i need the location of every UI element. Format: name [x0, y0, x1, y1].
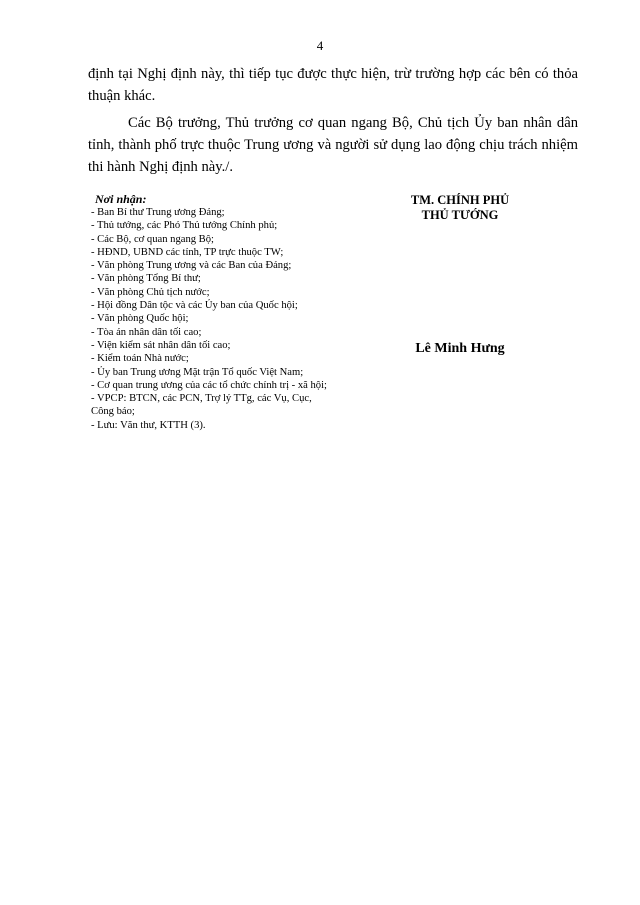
- recipient-item: - Văn phòng Chủ tịch nước;: [91, 286, 210, 298]
- recipient-item: - Cơ quan trung ương của các tổ chức chính trị - xã hội;: [91, 379, 327, 391]
- recipient-item: - Văn phòng Tổng Bí thư;: [91, 273, 201, 285]
- recipient-item: - Thủ tướng, các Phó Thủ tướng Chính phủ;: [91, 220, 278, 232]
- recipient-item: - VPCP: BTCN, các PCN, Trợ lý TTg, các Vụ, Cục,: [91, 393, 312, 405]
- page-number: 4: [316, 38, 324, 53]
- paragraph-line: Các Bộ trưởng, Thủ trưởng cơ quan ngang Bộ, Chủ tịch Ủy ban nhân dân: [128, 115, 578, 131]
- recipient-item: - Hội đồng Dân tộc và các Ủy ban của Quốc hội;: [91, 300, 298, 312]
- recipient-item: - Kiểm toán Nhà nước;: [91, 353, 189, 365]
- recipient-item: - Lưu: Văn thư, KTTH (3).: [91, 419, 206, 431]
- signatory-name: Lê Minh Hưng: [415, 341, 505, 356]
- paragraph-line: tỉnh, thành phố trực thuộc Trung ương và người sử dụng lao động chịu trách nhiệm: [88, 137, 578, 153]
- recipient-item: - Văn phòng Trung ương và các Ban của Đảng;: [91, 260, 292, 272]
- recipient-item: - Văn phòng Quốc hội;: [91, 313, 189, 325]
- recipients-block: [91, 192, 351, 432]
- recipients-heading: Nơi nhận:: [95, 192, 147, 206]
- recipient-item: - Các Bộ, cơ quan ngang Bộ;: [91, 233, 214, 245]
- paragraph-implementation: [88, 112, 578, 178]
- recipient-item: - Viện kiểm sát nhân dân tối cao;: [91, 339, 231, 351]
- signature-position: THỦ TƯỚNG: [421, 208, 499, 222]
- paragraph-continuation: [88, 63, 578, 107]
- recipient-item: - Ủy ban Trung ương Mặt trận Tổ quốc Việt Nam;: [91, 366, 304, 378]
- recipient-item: - Ban Bí thư Trung ương Đảng;: [91, 207, 225, 218]
- signature-authority: TM. CHÍNH PHỦ: [410, 193, 510, 207]
- recipient-item: - Tòa án nhân dân tối cao;: [91, 326, 202, 338]
- paragraph-line: thuận khác.: [88, 88, 156, 104]
- paragraph-line: định tại Nghị định này, thì tiếp tục được thực hiện, trừ trường hợp các bên có thỏa: [88, 66, 578, 82]
- paragraph-line: thi hành Nghị định này./.: [88, 159, 233, 175]
- recipient-item: - HĐND, UBND các tỉnh, TP trực thuộc TW;: [91, 246, 284, 258]
- recipient-item: Công báo;: [91, 406, 135, 418]
- signature-block: [380, 193, 540, 223]
